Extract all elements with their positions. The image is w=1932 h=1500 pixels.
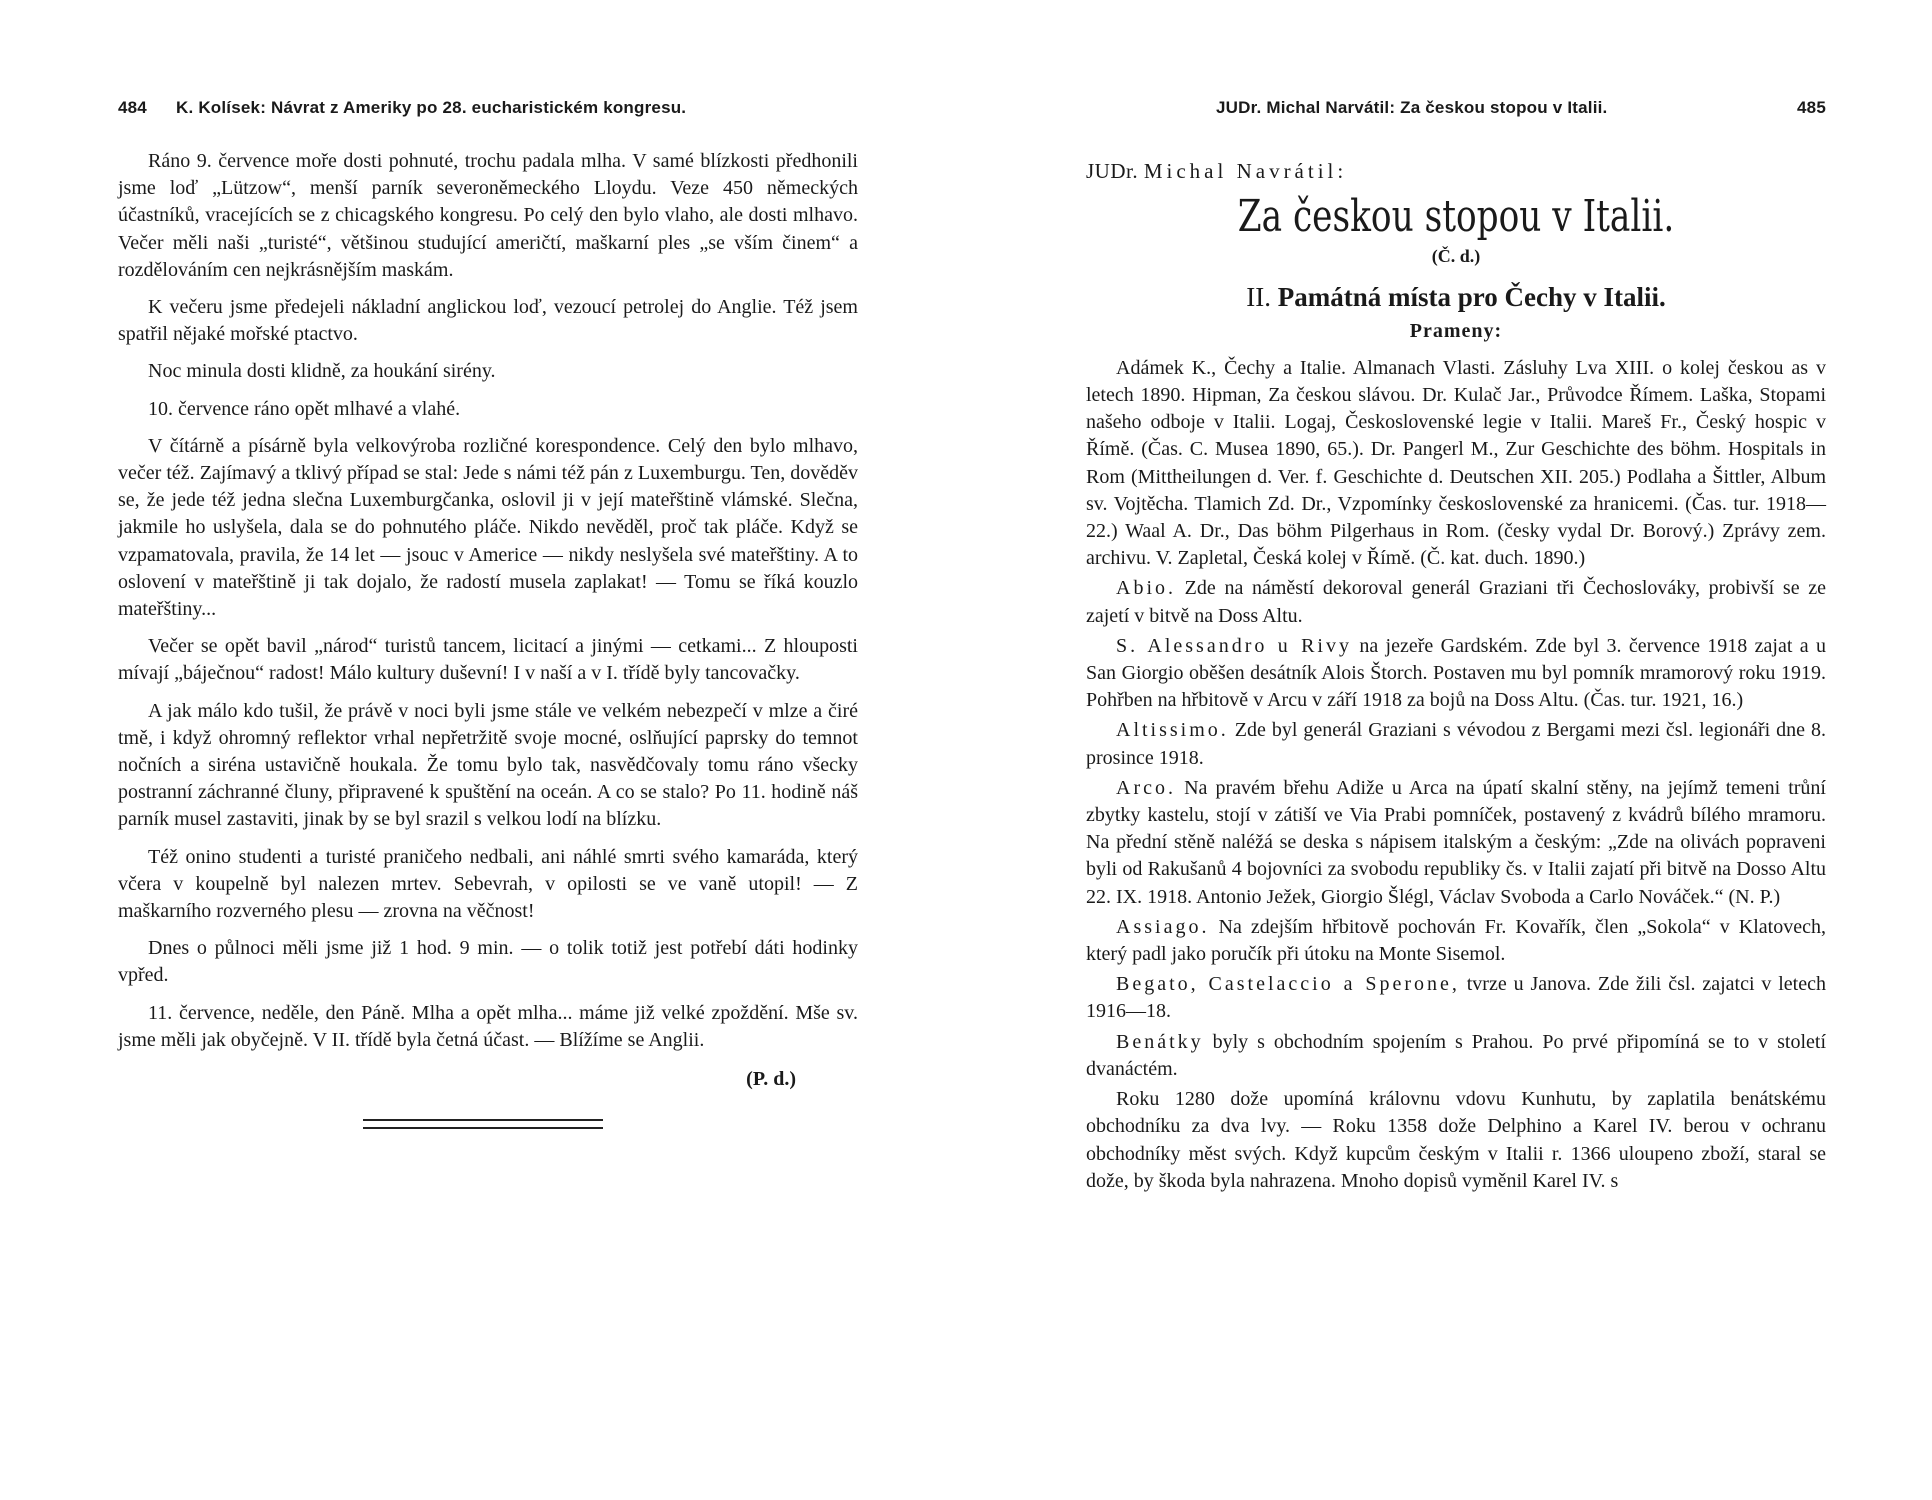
- paragraph: Dnes o půlnoci měli jsme již 1 hod. 9 min. — o tolik totiž jest potřebí dáti hodinky vpřed.: [118, 937, 858, 987]
- sources-paragraph: Adámek K., Čechy a Italie. Almanach Vlasti. Zásluhy Lva XIII. o kolej českou as v letech 1890. Hipman, Za českou slávou. Dr. Kulač Jar., Průvodce Římem. Laška, Stopami našeho odboje v Italii. Logaj, Československé legie v Italii. Mareš Fr., Český hospic v Římě. (Čas. C. Musea 1890, 65.). Dr. Pangerl M., Zur Geschichte des böhm. Hospitals in Rom (Mittheilungen d. Ver. f. Geschichte d. Deutschen XII. 205.) Podlaha a Šittler, Album sv. Vojtěcha. Tlamich Zd. Dr., Vzpomínky československé za hranicemi. (Čas. tur. 1918—22.) Waal A. Dr., Das böhm Pilgerhaus in Rom. (česky vydal Dr. Borový.) Zprávy zem. archivu. V. Zapletal, Česká kolej v Římě. (Č. kat. duch. 1890.): [1086, 356, 1826, 570]
- left-running-title: K. Kolísek: Návrat z Ameriky po 28. eucharistickém kongresu.: [176, 98, 687, 117]
- left-running-head: [118, 98, 858, 122]
- entry-paragraph: [1086, 914, 1826, 968]
- entry-text: Zde byl generál Graziani s vévodou z Bergami mezi čsl. legionáři dne 8. prosince 1918.: [1086, 719, 1826, 769]
- right-page: [1086, 0, 1826, 1500]
- entry-place: Arco.: [1116, 776, 1176, 799]
- article-title: Za českou stopou v Italii.: [1237, 191, 1675, 243]
- author-prefix: JUDr.: [1086, 159, 1139, 183]
- entry-text: Na pravém břehu Adiže u Arca na úpatí skalní stěny, na jejímž temeni trůní zbytky kastelu, stojí v zátiší ve Via Prabi pomníček, postavený z kvádrů bílého mramoru. Na přední stěně naléžá se deska s nápisem italským a českým: „Zde na olivách popraveni byli od Rakušanů 4 bojovníci za svobodu republiky čs. v Italii zajatí při bitvě na Dosso Altu 22. IX. 1918. Antonio Ježek, Giorgio Šlégl, Václav Svoboda a Carlo Nováček.“ (N. P.): [1086, 776, 1826, 908]
- paragraph: K večeru jsme předejeli nákladní anglickou loď, vezoucí petrolej do Anglie. Též jsem spatřil nějaké mořské ptactvo.: [118, 296, 858, 346]
- entry-place: S. Alessandro u Rivy: [1116, 634, 1352, 657]
- author-name: Michal Navrátil:: [1143, 159, 1348, 183]
- left-body-text: [118, 148, 858, 1129]
- entry-text: Na zdejším hřbitově pochován Fr. Kovařík, člen „Sokola“ v Klatovech, který padl jako poručík při útoku na Monte Sisemol.: [1086, 915, 1826, 966]
- paragraph: Noc minula dosti klidně, za houkání sirény.: [148, 360, 496, 383]
- paragraph: Též onino studenti a turisté praničeho nedbali, ani náhlé smrti svého kamaráda, který včera v koupelně byl nalezen mrtev. Sebevrah, v opilosti se ve vaně utopil! — Z maškarního rozverného plesu — zrovna na věčnost!: [118, 845, 858, 923]
- paragraph: V čítárně a písárně byla velkovýroba rozličné korespondence. Celý den bylo mlhavo, večer též. Zajímavý a tklivý případ se stal: Jede s námi též pán z Luxemburgu. Ten, dověděv se, že jede též jedna slečna Luxemburgčanka, oslovil ji v její mateřštině vlámské. Slečna, jakmile ho uslyšela, dala se do pohnutého pláče. Nikdo nevěděl, proč tak pláče. Když se vzpamatovala, pravila, že 14 let — jsouc v Americe — nikdy neslyšela své mateřštiny. A to oslovení v mateřštině ji tak dojalo, že radostí musela zaplakat! — Tomu se říká kouzlo mateřštiny...: [118, 434, 858, 621]
- entry-paragraph: [1086, 1029, 1826, 1083]
- left-page: [118, 0, 858, 1500]
- entry-place: Altissimo.: [1116, 719, 1229, 742]
- paragraph: 10. července ráno opět mlhavé a vlahé.: [148, 397, 461, 420]
- paragraph: 11. července, neděle, den Páně. Mlha a opět mlha... máme již velké zpoždění. Mše sv. jsme měli jak obyčejně. V II. třídě byla četná účast. — Blížíme se Anglii.: [118, 1001, 858, 1051]
- entry-paragraph: [1086, 575, 1826, 629]
- entry-place: Abio.: [1116, 577, 1176, 600]
- entry-paragraph: [1086, 717, 1826, 771]
- entry-text: byly s obchodním spojením s Prahou. Po prvé připomíná se to v století dvanáctém.: [1086, 1030, 1826, 1080]
- paragraph: A jak málo kdo tušil, že právě v noci byli jsme stále ve velkém nebezpečí v mlze a čiré tmě, i když ohromný reflektor vrhal nepřetržitě svoje mocné, oslňující paprsky do temnot nočních a siréna ustavičně houkala. Že tomu bylo tak, nasvědčovaly tomu ráno všecky postranní záchranné čluny, připravené k spuštění na oceán. A co se stalo? Po 11. hodině náš parník musel zastaviti, jinak by se byl srazil s velkou lodí na blízku.: [118, 699, 858, 831]
- entry-text: Roku 1280 dože upomíná královnu vdovu Kunhutu, by zaplatila benátskému obchodníku za dva lvy. — Roku 1358 dože Delphino a Karel IV. berou v ochranu obchodníky měst svých. Když kupcům českým v Italii r. 1366 uloupeno zboží, staral se dože, by škoda byla nahrazena. Mnoho dopisů vyměnil Karel IV. s: [1086, 1088, 1826, 1192]
- signature: (P. d.): [746, 1068, 796, 1091]
- left-page-number: 484: [118, 98, 147, 117]
- entry-text: tvrze u Janova. Zde žili čsl. zajatci v letech 1916—18.: [1086, 973, 1826, 1023]
- continuation-note: (Č. d.): [1431, 246, 1481, 267]
- section-number: II.: [1246, 282, 1271, 313]
- paragraph: Ráno 9. července moře dosti pohnuté, trochu padala mlha. V samé blízkosti předhonili jsme loď „Lützow“, menší parník severoněmeckého Lloydu. Veze 450 německých účastníků, vracejících se z chicagského kongresu. Po celý den bylo vlaho, ale dosti mlhavo. Večer měli naši „turisté“, většinou studující američtí, maškarní ples „se vším činem“ a rozdělováním cen nejkrásnějším maskám.: [118, 150, 858, 281]
- entry-paragraph: [1086, 633, 1826, 715]
- entry-place: Assiago.: [1116, 915, 1210, 938]
- entry-place: Benátky: [1116, 1030, 1204, 1053]
- entry-paragraph: [1086, 775, 1826, 911]
- end-rule-divider: [363, 1119, 603, 1129]
- entry-text: na jezeře Gardském. Zde byl 3. července 1918 zajat a u San Giorgio oběšen desátník Alois Štorch. Postaven mu byl pomník mramorový roku 1919. Pohřben na hřbitově v Arcu v září 1918 za bojů na Doss Altu. (Čas. tur. 1921, 16.): [1086, 634, 1826, 712]
- right-running-title: JUDr. Michal Narvátil: Za českou stopou v Italii.: [1216, 98, 1608, 117]
- right-running-head: [1086, 98, 1826, 122]
- paragraph: Večer se opět bavil „národ“ turistů tancem, licitací a jinými — cetkami... Z hlouposti mívají „báječnou“ radost! Málo kultury duševní! I v naší a v I. třídě byly tancovačky.: [118, 635, 858, 685]
- article-author: [1086, 158, 1826, 185]
- entry-text: Zde na náměstí dekoroval generál Graziani tři Čechoslováky, probivší se ze zajetí v bitvě na Doss Altu.: [1086, 577, 1826, 627]
- right-page-number: 485: [1797, 98, 1826, 117]
- entry-place: Begato, Castelaccio a Sperone,: [1116, 973, 1460, 996]
- entry-paragraph: [1086, 971, 1826, 1025]
- section-heading: [1086, 284, 1826, 311]
- section-title: Památná místa pro Čechy v Italii.: [1277, 282, 1666, 313]
- right-body-text: [1086, 148, 1826, 1198]
- entry-paragraph: [1086, 1086, 1826, 1195]
- sources-heading: Prameny:: [1409, 319, 1503, 342]
